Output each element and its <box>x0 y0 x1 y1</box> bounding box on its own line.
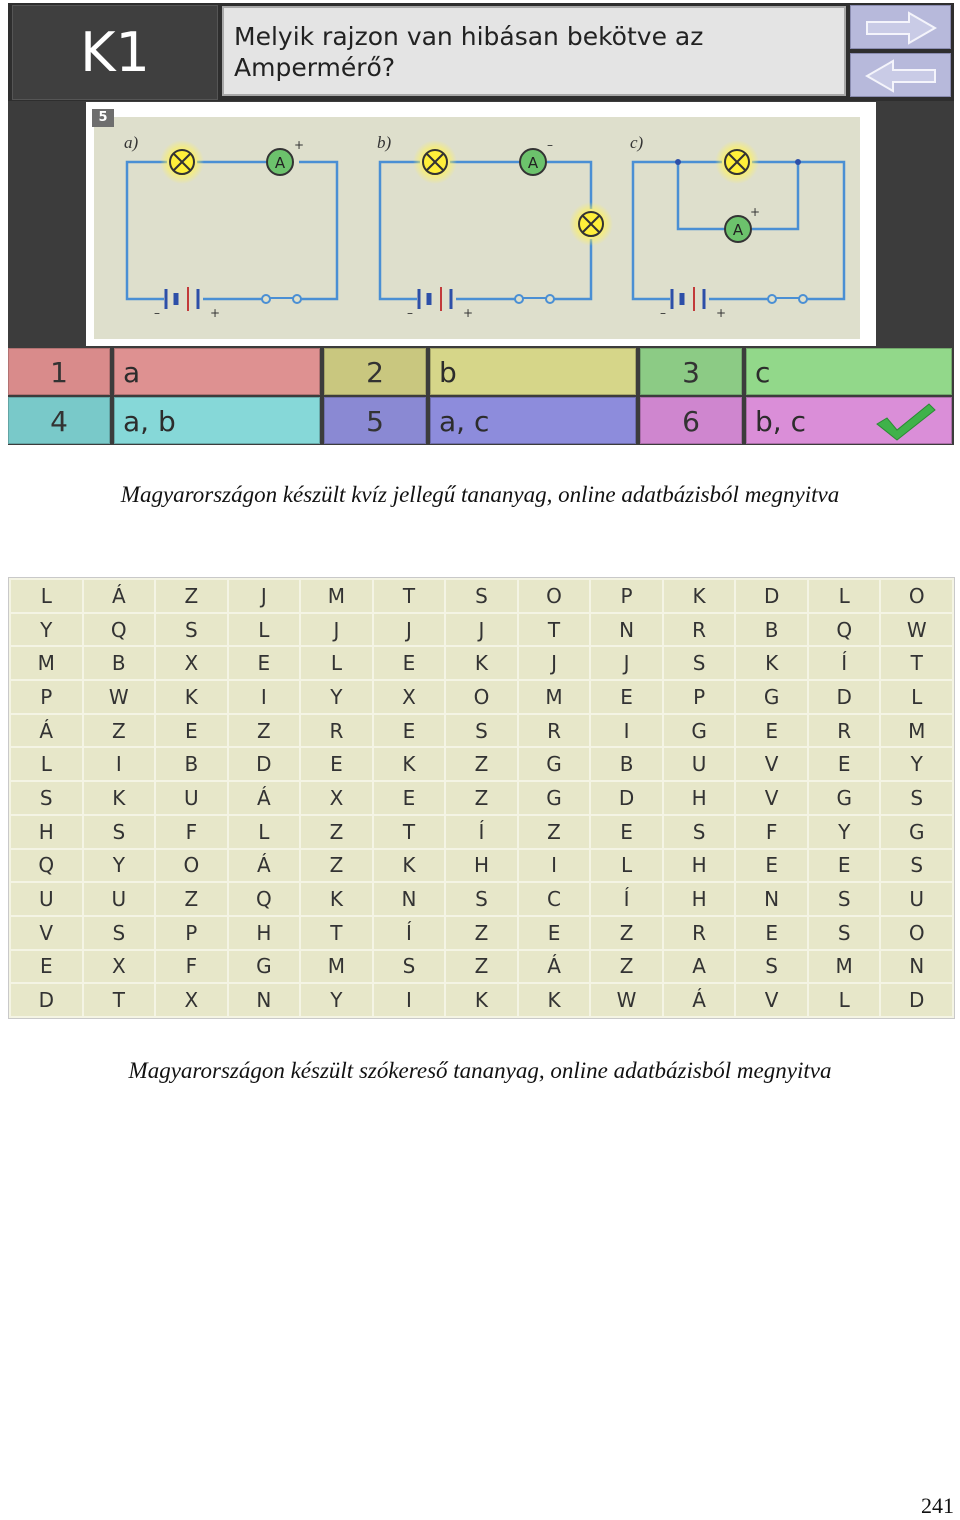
svg-text:+: + <box>463 306 474 320</box>
wordsearch-cell[interactable]: Z <box>446 917 517 949</box>
wordsearch-cell[interactable]: H <box>446 850 517 882</box>
wordsearch-cell[interactable]: Á <box>519 951 590 983</box>
wordsearch-cell[interactable]: P <box>156 917 227 949</box>
wordsearch-cell[interactable]: L <box>591 850 662 882</box>
quiz-caption: Magyarországon készült kvíz jellegű tananyag, online adatbázisból megnyitva <box>120 482 840 507</box>
answer-number[interactable]: 3 <box>640 348 742 395</box>
wordsearch-cell[interactable]: T <box>84 984 155 1016</box>
wordsearch-cell[interactable]: E <box>591 816 662 848</box>
answer-number[interactable]: 6 <box>640 397 742 444</box>
wordsearch-cell[interactable]: L <box>11 580 82 612</box>
wordsearch-cell[interactable]: J <box>591 647 662 679</box>
wordsearch-cell[interactable]: S <box>84 917 155 949</box>
circuit-b <box>377 133 613 320</box>
wordsearch-cell[interactable]: J <box>229 580 300 612</box>
answer-number[interactable]: 2 <box>324 348 426 395</box>
wordsearch-cell[interactable]: Á <box>84 580 155 612</box>
wordsearch-cell[interactable]: I <box>374 984 445 1016</box>
wordsearch-cell[interactable]: S <box>156 614 227 646</box>
svg-text:A: A <box>274 154 286 172</box>
wordsearch-cell[interactable]: E <box>301 748 372 780</box>
svg-text:–: – <box>407 306 413 320</box>
wordsearch-cell[interactable]: I <box>519 850 590 882</box>
wordsearch-cell[interactable]: Z <box>301 850 372 882</box>
wordsearch-cell[interactable]: H <box>11 816 82 848</box>
wordsearch-cell[interactable]: D <box>591 782 662 814</box>
wordsearch-cell[interactable]: K <box>156 681 227 713</box>
wordsearch-cell[interactable]: F <box>156 816 227 848</box>
wordsearch-cell[interactable]: H <box>229 917 300 949</box>
wordsearch-cell[interactable]: B <box>84 647 155 679</box>
wordsearch-cell[interactable]: B <box>156 748 227 780</box>
page-number: 241 <box>921 1493 954 1518</box>
wordsearch-cell[interactable]: S <box>736 951 807 983</box>
wordsearch-cell[interactable]: M <box>301 951 372 983</box>
wordsearch-grid <box>8 577 955 1019</box>
wordsearch-cell[interactable]: J <box>374 614 445 646</box>
answer-option[interactable] <box>114 397 320 444</box>
wordsearch-cell[interactable]: P <box>591 580 662 612</box>
circuit-a <box>124 133 337 320</box>
wordsearch-cell[interactable]: S <box>809 917 880 949</box>
wordsearch-cell[interactable]: F <box>736 816 807 848</box>
answer-label: b <box>439 356 457 389</box>
wordsearch-cell[interactable]: R <box>664 614 735 646</box>
svg-text:+: + <box>716 306 727 320</box>
answer-option[interactable] <box>430 397 636 444</box>
answer-option[interactable] <box>114 348 320 395</box>
wordsearch-cell[interactable]: I <box>591 715 662 747</box>
wordsearch-cell[interactable]: X <box>301 782 372 814</box>
wordsearch-cell[interactable]: T <box>519 614 590 646</box>
wordsearch-cell[interactable]: M <box>11 647 82 679</box>
wordsearch-caption: Magyarországon készült szókereső tananyag, online adatbázisból megnyitva <box>128 1058 832 1083</box>
wordsearch-cell[interactable]: T <box>374 580 445 612</box>
wordsearch-cell[interactable]: S <box>881 850 952 882</box>
wordsearch-cell[interactable]: K <box>446 647 517 679</box>
wordsearch-cell[interactable]: G <box>519 782 590 814</box>
wordsearch-cell[interactable]: G <box>664 715 735 747</box>
wordsearch-cell[interactable]: J <box>519 647 590 679</box>
check-icon <box>875 402 937 442</box>
quiz-id-label: K1 <box>12 5 218 100</box>
wordsearch-cell[interactable]: L <box>229 816 300 848</box>
wordsearch-cell[interactable]: S <box>446 883 517 915</box>
wordsearch-cell[interactable]: G <box>229 951 300 983</box>
wordsearch-cell[interactable]: A <box>664 951 735 983</box>
wordsearch-cell[interactable]: B <box>736 614 807 646</box>
wordsearch-cell[interactable]: G <box>736 681 807 713</box>
wordsearch-cell[interactable]: Y <box>809 816 880 848</box>
wordsearch-cell[interactable]: E <box>519 917 590 949</box>
wordsearch-cell[interactable]: Í <box>809 647 880 679</box>
wordsearch-cell[interactable]: J <box>301 614 372 646</box>
wordsearch-cell[interactable]: N <box>229 984 300 1016</box>
answer-option[interactable] <box>430 348 636 395</box>
wordsearch-cell[interactable]: Y <box>881 748 952 780</box>
wordsearch-cell[interactable]: N <box>736 883 807 915</box>
question-line-2: Ampermérő? <box>234 53 396 82</box>
wordsearch-cell[interactable]: V <box>736 748 807 780</box>
wordsearch-cell[interactable]: R <box>301 715 372 747</box>
wordsearch-cell[interactable]: M <box>809 951 880 983</box>
svg-text:A: A <box>527 154 539 172</box>
wordsearch-cell[interactable]: K <box>301 883 372 915</box>
wordsearch-cell[interactable]: G <box>809 782 880 814</box>
wordsearch-cell[interactable]: N <box>374 883 445 915</box>
svg-text:+: + <box>210 306 221 320</box>
wordsearch-cell[interactable]: R <box>664 917 735 949</box>
wordsearch-cell[interactable]: S <box>809 883 880 915</box>
wordsearch-cell[interactable]: Y <box>84 850 155 882</box>
wordsearch-cell[interactable]: E <box>809 850 880 882</box>
answer-row-2 <box>8 397 954 444</box>
wordsearch-cell[interactable]: N <box>881 951 952 983</box>
wordsearch-cell[interactable]: Á <box>11 715 82 747</box>
circuit-image <box>94 117 860 339</box>
svg-text:–: – <box>660 306 666 320</box>
wordsearch-cell[interactable]: E <box>591 681 662 713</box>
wordsearch-cell[interactable]: S <box>664 647 735 679</box>
wordsearch-cell[interactable]: U <box>881 883 952 915</box>
wordsearch-cell[interactable]: V <box>736 984 807 1016</box>
previous-button[interactable] <box>850 53 951 97</box>
wordsearch-cell[interactable]: Z <box>446 782 517 814</box>
wordsearch-cell[interactable]: W <box>881 614 952 646</box>
wordsearch-cell[interactable]: S <box>374 951 445 983</box>
wordsearch-cell[interactable]: W <box>84 681 155 713</box>
wordsearch-cell[interactable]: X <box>84 951 155 983</box>
answer-label: a, b <box>123 405 176 438</box>
wordsearch-cell[interactable]: L <box>881 681 952 713</box>
wordsearch-cell[interactable]: Z <box>591 951 662 983</box>
quiz-screenshot <box>8 3 954 445</box>
wordsearch-cell[interactable]: Z <box>591 917 662 949</box>
wordsearch-cell[interactable]: Í <box>374 917 445 949</box>
wordsearch-cell[interactable]: F <box>156 951 227 983</box>
wordsearch-cell[interactable]: K <box>446 984 517 1016</box>
wordsearch-cell[interactable]: J <box>446 614 517 646</box>
wordsearch-cell[interactable]: Á <box>229 782 300 814</box>
wordsearch-cell[interactable]: L <box>301 647 372 679</box>
circuit-c <box>630 133 844 320</box>
wordsearch-cell[interactable]: X <box>374 681 445 713</box>
image-number-badge: 5 <box>92 109 114 127</box>
wordsearch-cell[interactable]: M <box>519 681 590 713</box>
wordsearch-cell[interactable]: M <box>301 580 372 612</box>
wordsearch-cell[interactable]: K <box>664 580 735 612</box>
wordsearch-cell[interactable]: Z <box>84 715 155 747</box>
wordsearch-cell[interactable]: Z <box>229 715 300 747</box>
wordsearch-cell[interactable]: Z <box>446 951 517 983</box>
wordsearch-cell[interactable]: K <box>519 984 590 1016</box>
svg-text:–: – <box>547 138 553 152</box>
wordsearch-cell[interactable]: E <box>156 715 227 747</box>
wordsearch-cell[interactable]: S <box>11 782 82 814</box>
wordsearch-cell[interactable]: K <box>736 647 807 679</box>
wordsearch-cell[interactable]: E <box>809 748 880 780</box>
circuit-label-a: a) <box>124 133 139 152</box>
wordsearch-cell[interactable]: Á <box>229 850 300 882</box>
wordsearch-cell[interactable]: L <box>809 580 880 612</box>
next-button[interactable] <box>850 5 951 49</box>
wordsearch-cell[interactable]: Z <box>446 748 517 780</box>
wordsearch-cell[interactable]: Z <box>519 816 590 848</box>
svg-text:–: – <box>154 306 160 320</box>
answer-label: b, c <box>755 405 806 438</box>
wordsearch-cell[interactable]: U <box>156 782 227 814</box>
wordsearch-cell[interactable]: X <box>156 984 227 1016</box>
wordsearch-cell[interactable]: R <box>519 715 590 747</box>
wordsearch-cell[interactable]: Z <box>156 580 227 612</box>
wordsearch-cell[interactable]: N <box>591 614 662 646</box>
wordsearch-cell[interactable]: Z <box>301 816 372 848</box>
answer-label: a, c <box>439 405 490 438</box>
wordsearch-cell[interactable]: Y <box>301 984 372 1016</box>
wordsearch-cell[interactable]: L <box>809 984 880 1016</box>
wordsearch-cell[interactable]: L <box>11 748 82 780</box>
svg-text:+: + <box>294 138 305 152</box>
wordsearch-cell[interactable]: E <box>736 850 807 882</box>
wordsearch-cell[interactable]: E <box>11 951 82 983</box>
wordsearch-cell[interactable]: V <box>11 917 82 949</box>
wordsearch-cell[interactable]: M <box>881 715 952 747</box>
answer-row-1 <box>8 348 954 395</box>
wordsearch-cell[interactable]: Í <box>446 816 517 848</box>
wordsearch-cell[interactable]: S <box>84 816 155 848</box>
wordsearch-cell[interactable]: I <box>84 748 155 780</box>
wordsearch-cell[interactable]: E <box>229 647 300 679</box>
wordsearch-cell[interactable]: S <box>881 782 952 814</box>
svg-text:A: A <box>732 221 744 239</box>
wordsearch-cell[interactable]: Y <box>11 614 82 646</box>
wordsearch-cell[interactable]: C <box>519 883 590 915</box>
wordsearch-cell[interactable]: O <box>881 917 952 949</box>
wordsearch-cell[interactable]: G <box>881 816 952 848</box>
wordsearch-cell[interactable]: W <box>591 984 662 1016</box>
arrow-left-icon <box>865 59 937 93</box>
wordsearch-cell[interactable]: O <box>519 580 590 612</box>
wordsearch-cell[interactable]: Y <box>301 681 372 713</box>
answer-label: c <box>755 356 771 389</box>
quiz-question <box>222 6 846 96</box>
arrow-right-icon <box>865 11 937 45</box>
wordsearch-cell[interactable]: T <box>374 816 445 848</box>
answer-option[interactable] <box>746 348 952 395</box>
wordsearch-cell[interactable]: T <box>881 647 952 679</box>
wordsearch-cell[interactable]: D <box>736 580 807 612</box>
circuit-label-c: c) <box>630 133 644 152</box>
wordsearch-cell[interactable]: H <box>664 883 735 915</box>
wordsearch-cell[interactable]: D <box>881 984 952 1016</box>
question-line-1: Melyik rajzon van hibásan bekötve az <box>234 22 704 51</box>
wordsearch-cell[interactable]: G <box>519 748 590 780</box>
wordsearch-cell[interactable]: U <box>664 748 735 780</box>
wordsearch-cell[interactable]: Q <box>229 883 300 915</box>
wordsearch-cell[interactable]: U <box>11 883 82 915</box>
wordsearch-cell[interactable]: Q <box>84 614 155 646</box>
wordsearch-cell[interactable]: K <box>84 782 155 814</box>
wordsearch-cell[interactable]: Q <box>11 850 82 882</box>
wordsearch-cell[interactable]: S <box>664 816 735 848</box>
wordsearch-cell[interactable]: O <box>881 580 952 612</box>
wordsearch-cell[interactable]: D <box>229 748 300 780</box>
circuit-label-b: b) <box>377 133 392 152</box>
wordsearch-cell[interactable]: B <box>591 748 662 780</box>
wordsearch-cell[interactable]: O <box>156 850 227 882</box>
quiz-header <box>8 3 954 101</box>
wordsearch-cell[interactable]: E <box>374 782 445 814</box>
wordsearch-cell[interactable]: O <box>446 681 517 713</box>
wordsearch-cell[interactable]: L <box>229 614 300 646</box>
wordsearch-cell[interactable]: X <box>156 647 227 679</box>
wordsearch-cell[interactable]: I <box>229 681 300 713</box>
answer-number[interactable]: 5 <box>324 397 426 444</box>
svg-text:+: + <box>750 205 761 219</box>
wordsearch-cell[interactable]: P <box>11 681 82 713</box>
wordsearch-cell[interactable]: P <box>664 681 735 713</box>
wordsearch-cell[interactable]: S <box>446 580 517 612</box>
wordsearch-cell[interactable]: D <box>11 984 82 1016</box>
wordsearch-cell[interactable]: U <box>84 883 155 915</box>
wordsearch-cell[interactable]: H <box>664 850 735 882</box>
wordsearch-cell[interactable]: S <box>446 715 517 747</box>
wordsearch-cell[interactable]: Q <box>809 614 880 646</box>
circuit-image-frame <box>86 102 876 346</box>
wordsearch-cell[interactable]: H <box>664 782 735 814</box>
wordsearch-cell[interactable]: R <box>809 715 880 747</box>
wordsearch-cell[interactable]: E <box>736 917 807 949</box>
wordsearch-cell[interactable]: V <box>736 782 807 814</box>
wordsearch-cell[interactable]: Z <box>156 883 227 915</box>
wordsearch-cell[interactable]: E <box>736 715 807 747</box>
wordsearch-cell[interactable]: Í <box>591 883 662 915</box>
wordsearch-cell[interactable]: K <box>374 748 445 780</box>
wordsearch-cell[interactable]: T <box>301 917 372 949</box>
answer-number[interactable]: 1 <box>8 348 110 395</box>
answer-option[interactable] <box>746 397 952 444</box>
wordsearch-cell[interactable]: D <box>809 681 880 713</box>
circuit-diagrams <box>94 117 860 339</box>
wordsearch-cell[interactable]: E <box>374 715 445 747</box>
wordsearch-cell[interactable]: E <box>374 647 445 679</box>
answer-number[interactable]: 4 <box>8 397 110 444</box>
answer-label: a <box>123 356 141 389</box>
wordsearch-cell[interactable]: Á <box>664 984 735 1016</box>
wordsearch-cell[interactable]: K <box>374 850 445 882</box>
